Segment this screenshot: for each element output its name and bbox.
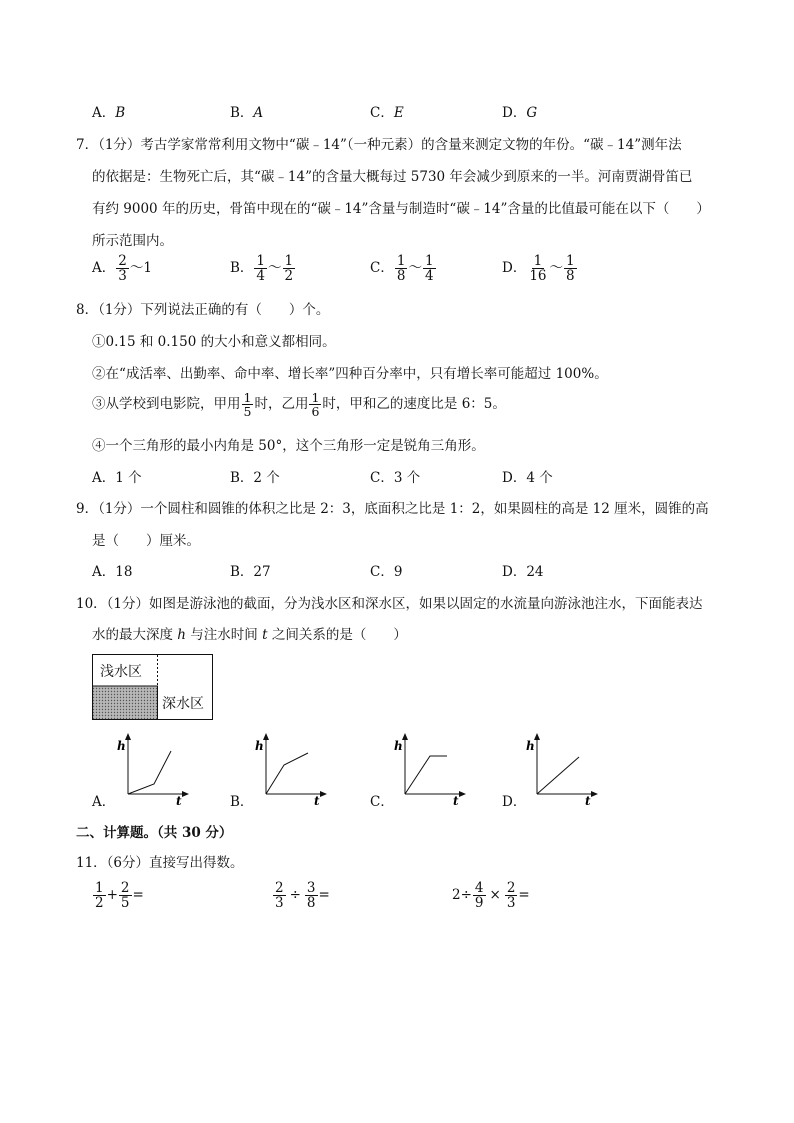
q9-line-2: 是（ ）厘米。 <box>92 533 200 549</box>
q9-option-b: B．27 <box>230 564 271 580</box>
q8-option-d: D．4 个 <box>502 470 553 486</box>
q10-graph-d <box>521 732 599 808</box>
svg-text:t: t <box>453 794 459 808</box>
pool-cross-section-diagram <box>92 654 216 722</box>
q9-line-1: 9．（1分）一个圆柱和圆锥的体积之比是 2：3，底面积之比是 1：2，如果圆柱的高是 12 厘米，圆锥的高 <box>76 501 709 517</box>
fraction: $\frac{4}{9}$ <box>474 880 484 912</box>
q7-option-c: C． $\frac{1}{8}$ ～ $\frac{1}{4}$ <box>370 253 434 285</box>
q10-option-c-label: C． <box>370 794 394 810</box>
q7-line-4: 所示范围内。 <box>92 233 173 249</box>
q7-option-d: D． $\frac{1}{16}$ ～ $\frac{1}{8}$ <box>502 253 575 285</box>
q10-graph-a <box>112 732 190 808</box>
q6-option-c: C．E <box>370 105 404 121</box>
graph-a-line <box>128 751 171 794</box>
svg-text:h: h <box>117 739 126 753</box>
q10-line-1: 10．（1分）如图是游泳池的截面，分为浅水区和深水区，如果以固定的水流量向游泳池注水，下面能表达 <box>76 596 703 612</box>
q8-statement-2: ②在“成活率、出勤率、命中率、增长率”四种百分率中，只有增长率可能超过 100%。 <box>92 366 608 382</box>
q7-line-3: 有约 9000 年的历史，骨笛中现在的“碳﹣14”含量与制造时“碳﹣14”含量的比值最可能在以下（ ） <box>92 201 710 217</box>
q9-option-a: A．18 <box>92 564 133 580</box>
q7-line-2: 的依据是：生物死亡后，其“碳﹣14”的含量大概每过 5730 年会减少到原来的一半。河南贾湖骨笛已 <box>92 169 693 185</box>
fraction: $\frac{1}{4}$ <box>256 253 266 285</box>
svg-text:t: t <box>314 794 320 808</box>
q6-option-d: D．G <box>502 105 538 121</box>
section-2-title: 二、计算题。（共 30 分） <box>76 825 233 841</box>
q8-option-a: A．1 个 <box>92 470 142 486</box>
svg-text:h: h <box>394 739 403 753</box>
q8-statement-4: ④一个三角形的最小内角是 50°，这个三角形一定是锐角三角形。 <box>92 438 485 454</box>
fraction: $\frac{2}{3}$ <box>506 880 516 912</box>
q10-option-a-label: A． <box>92 794 116 810</box>
q6-option-b: B．A <box>230 105 264 121</box>
q11-expression-3: 2÷ $\frac{4}{9}$ × $\frac{2}{3}$ = <box>452 880 530 912</box>
fraction: $\frac{2}{3}$ <box>118 253 127 285</box>
pool-shallow-floor <box>93 686 158 720</box>
q10-graph-c <box>389 732 467 808</box>
q10-graph-b <box>250 732 328 808</box>
fraction: $\frac{1}{4}$ <box>424 253 434 285</box>
fraction: $\frac{2}{3}$ <box>275 880 284 912</box>
fraction: $\frac{1}{2}$ <box>95 880 104 912</box>
q10-option-b-label: B． <box>230 794 254 810</box>
q8-option-b: B．2 个 <box>230 470 280 486</box>
q7-option-b: B． $\frac{1}{4}$ ～ $\frac{1}{2}$ <box>230 253 294 285</box>
svg-text:t: t <box>176 794 182 808</box>
svg-text:h: h <box>255 739 264 753</box>
fraction: $\frac{1}{8}$ <box>566 253 575 285</box>
q10-option-d-label: D． <box>502 794 527 810</box>
q11-stem: 11．（6分）直接写出得数。 <box>76 855 244 871</box>
fraction: $\frac{2}{5}$ <box>120 880 130 912</box>
q9-option-c: C．9 <box>370 564 403 580</box>
graph-c-line <box>405 756 447 794</box>
pool-shallow-label: 浅水区 <box>100 664 142 680</box>
fraction: $\frac{1}{6}$ <box>311 390 320 420</box>
q10-line-2: 水的最大深度 h 与注水时间 t 之间关系的是（ ） <box>92 627 407 643</box>
fraction: $\frac{3}{8}$ <box>306 880 316 912</box>
q8-option-c: C．3 个 <box>370 470 421 486</box>
q8-stem: 8．（1分）下列说法正确的有（ ）个。 <box>76 302 330 318</box>
q8-statement-1: ①0.15 和 0.150 的大小和意义都相同。 <box>92 334 336 350</box>
graph-b-line <box>266 753 308 794</box>
pool-deep-label: 深水区 <box>162 696 204 712</box>
q6-option-a: A．B <box>92 105 126 121</box>
fraction: $\frac{1}{5}$ <box>243 390 252 420</box>
q7-option-a: A． $\frac{2}{3}$ ～1 <box>92 253 152 285</box>
svg-text:h: h <box>526 739 535 753</box>
fraction: $\frac{1}{16}$ <box>529 253 547 285</box>
q7-line-1: 7．（1分）考古学家常常利用文物中“碳﹣14”（一种元素）的含量来测定文物的年份。“碳﹣14”测年法 <box>76 137 682 153</box>
fraction: $\frac{1}{8}$ <box>396 253 406 285</box>
graph-d-line <box>537 757 579 794</box>
fraction: $\frac{1}{2}$ <box>284 253 294 285</box>
svg-text:t: t <box>585 794 591 808</box>
q8-statement-3: ③从学校到电影院，甲用 $\frac{1}{5}$ 时，乙用 $\frac{1}{6}$ 时，甲和乙的速度比是 6：5。 <box>92 390 506 420</box>
q11-expression-2: $\frac{2}{3}$ ÷ $\frac{3}{8}$ = <box>275 880 330 912</box>
q9-option-d: D．24 <box>502 564 544 580</box>
q11-expression-1: $\frac{1}{2}$ + $\frac{2}{5}$ = <box>95 880 144 912</box>
